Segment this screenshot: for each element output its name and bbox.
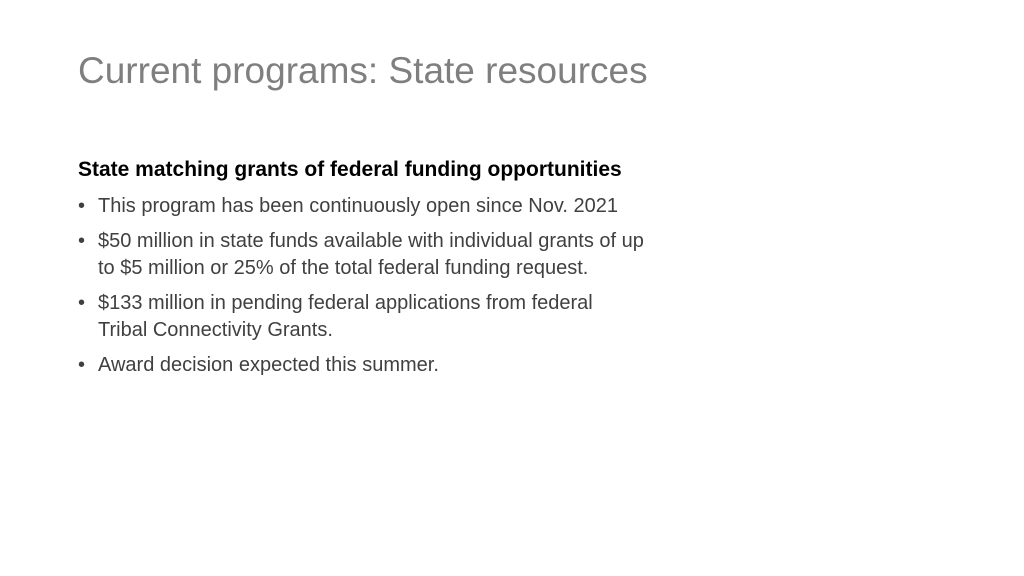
slide-title: Current programs: State resources — [78, 50, 648, 91]
bullet-dot-icon: • — [78, 195, 86, 217]
bullet-line: to $5 million or 25% of the total federal funding request. — [98, 257, 589, 279]
bullet-line: $133 million in pending federal applications from federal — [98, 292, 593, 314]
bullet-line: Tribal Connectivity Grants. — [98, 319, 333, 341]
bullet-item — [78, 228, 778, 282]
bullet-item — [78, 352, 778, 379]
section-heading: State matching grants of federal funding opportunities — [78, 158, 622, 181]
bullet-line: $50 million in state funds available with individual grants of up — [98, 230, 644, 252]
bullet-item — [78, 193, 778, 220]
slide-content — [78, 155, 778, 387]
bullet-item — [78, 290, 778, 344]
bullet-list — [78, 193, 778, 379]
bullet-dot-icon: • — [78, 230, 86, 252]
bullet-dot-icon: • — [78, 354, 86, 376]
bullet-dot-icon: • — [78, 292, 86, 314]
bullet-line: Award decision expected this summer. — [98, 354, 439, 376]
bullet-line: This program has been continuously open since Nov. 2021 — [98, 195, 618, 217]
